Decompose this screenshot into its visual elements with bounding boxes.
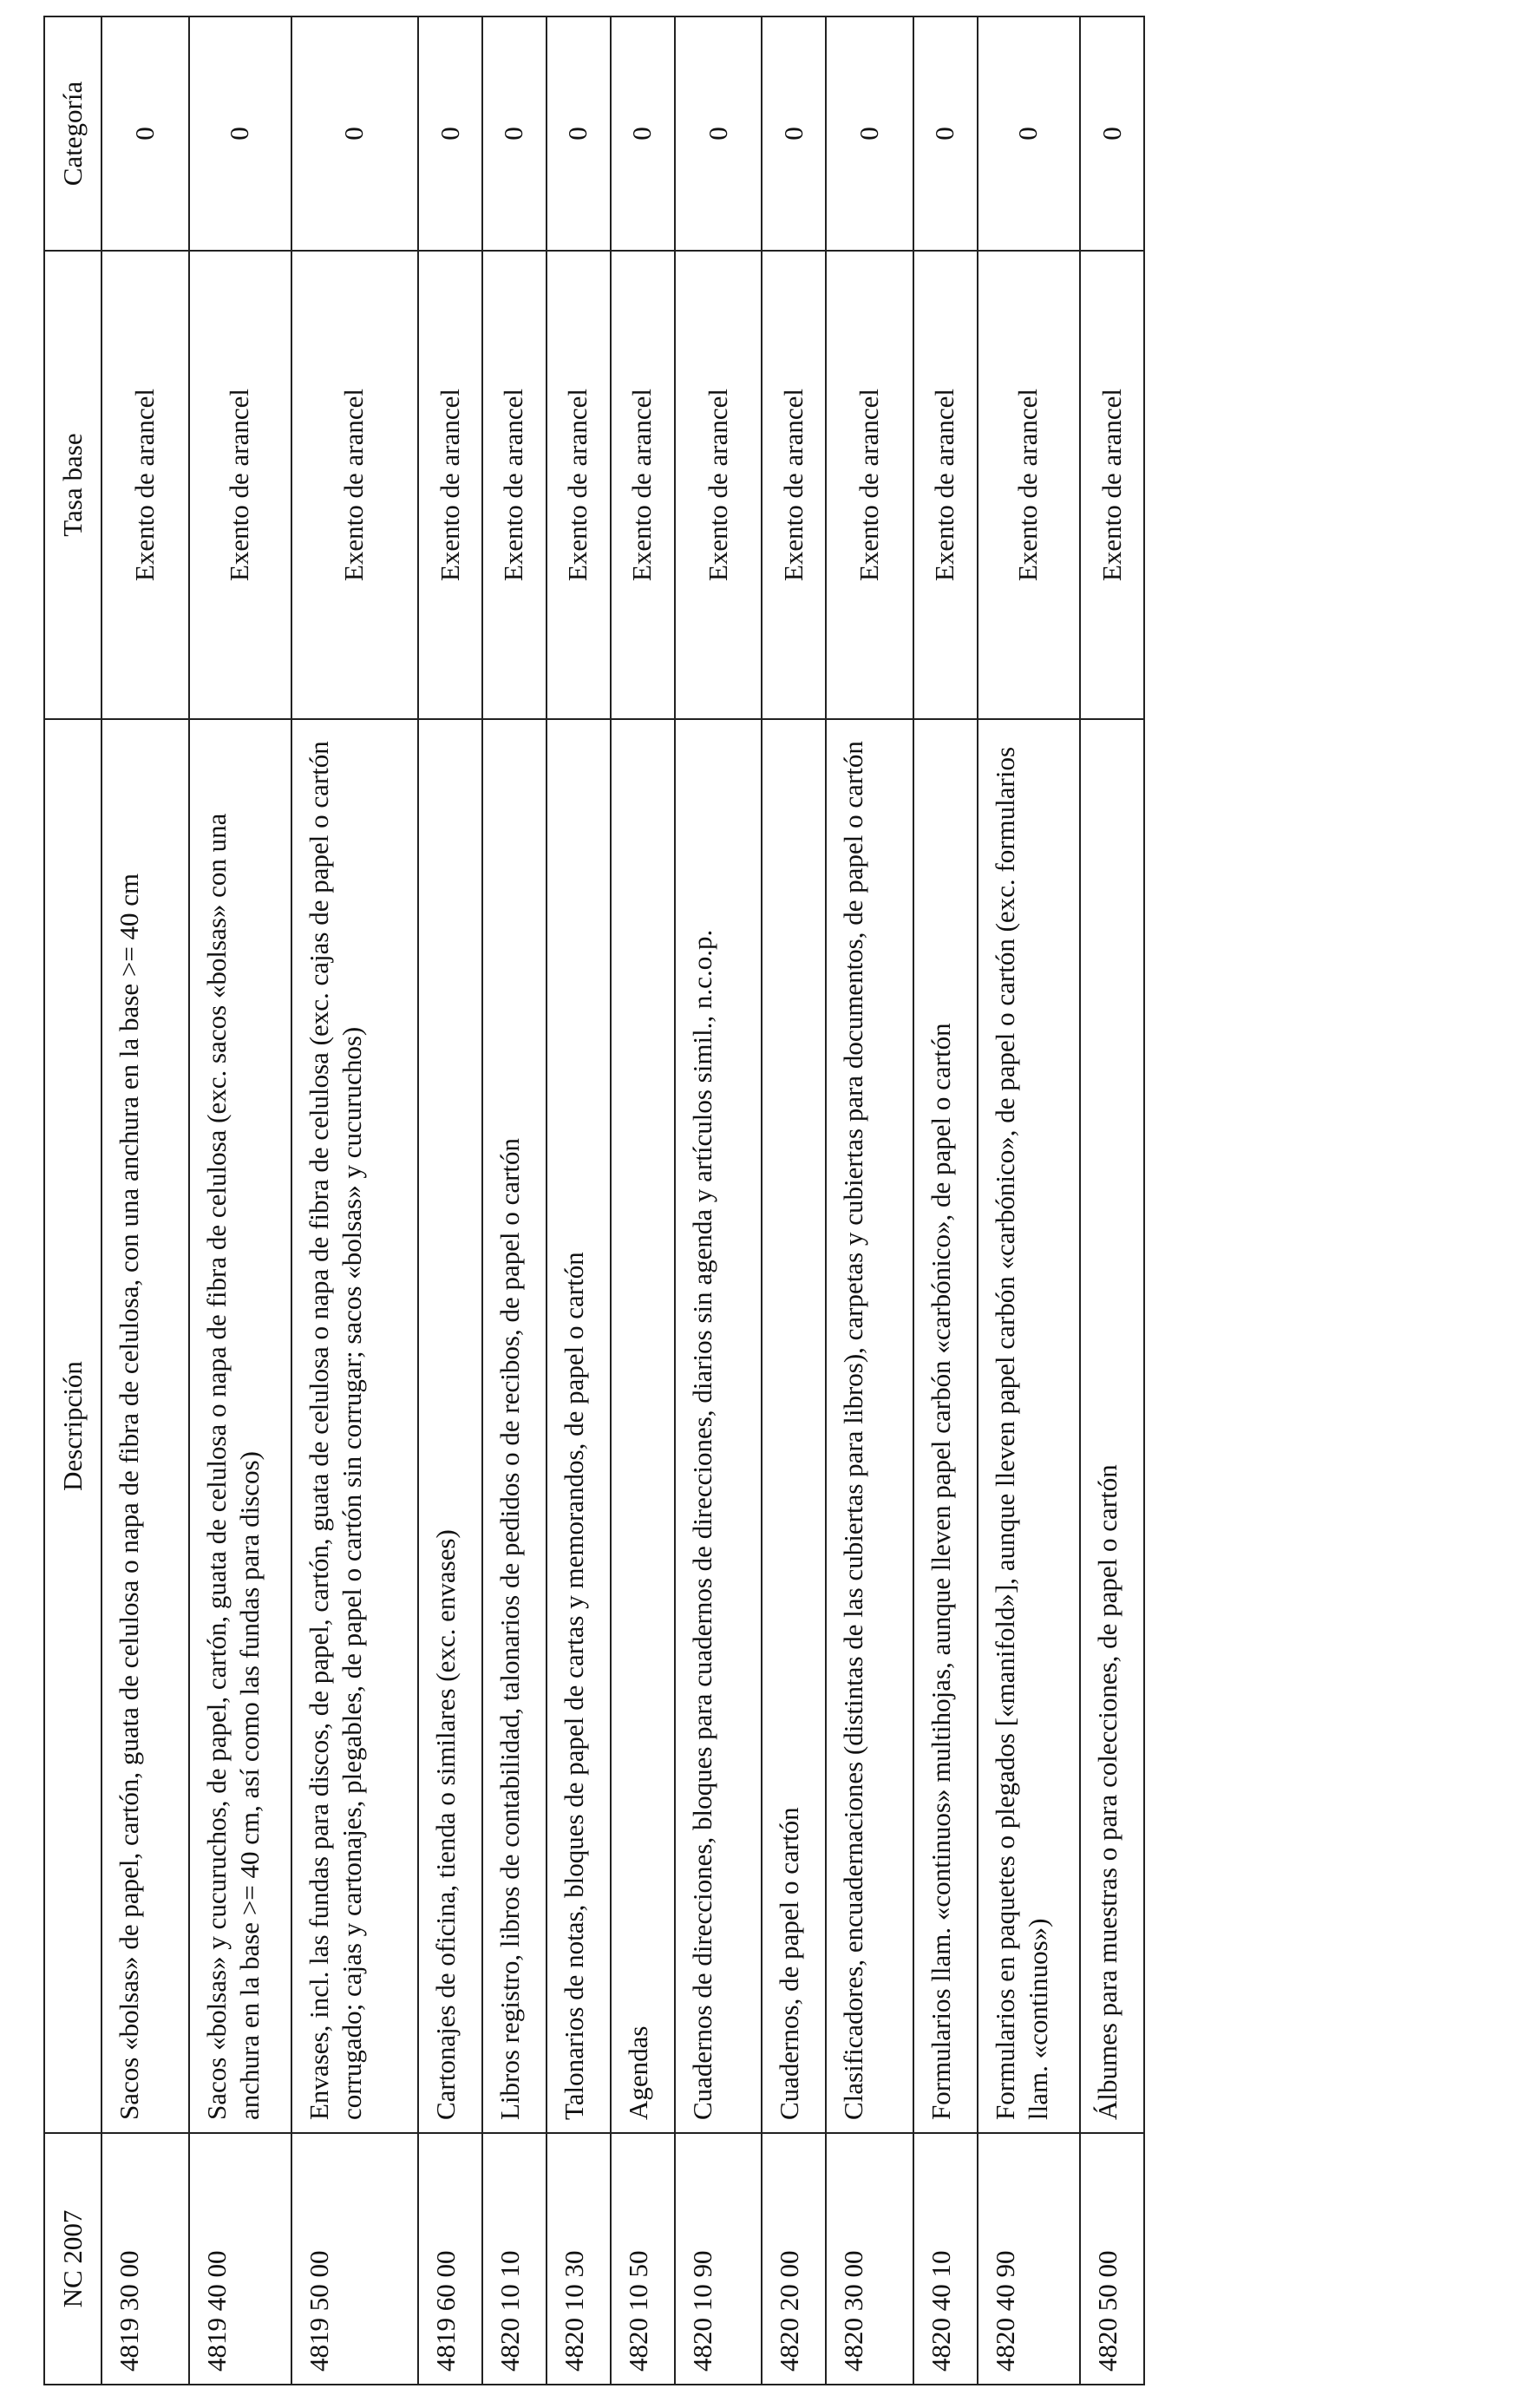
tariff-table (43, 16, 1145, 2385)
row-code: 4820 20 00 (762, 2133, 826, 2385)
row-code: 4819 50 00 (291, 2133, 418, 2385)
row-category: 0 (291, 16, 418, 251)
row-base-rate: Exento de arancel (482, 251, 546, 719)
row-description: Álbumes para muestras o para colecciones, de papel o cartón (1080, 719, 1144, 2133)
table-row (762, 16, 826, 2385)
row-code: 4820 50 00 (1080, 2133, 1144, 2385)
row-description: Cartonajes de oficina, tienda o similares (exc. envases) (418, 719, 482, 2133)
table-row (978, 16, 1080, 2385)
row-category: 0 (762, 16, 826, 251)
row-base-rate: Exento de arancel (913, 251, 978, 719)
row-description: Sacos «bolsas» de papel, cartón, guata de celulosa o napa de fibra de celulosa, con una anchura en la base >= 40 cm (101, 719, 189, 2133)
table-row (291, 16, 418, 2385)
row-code: 4820 30 00 (826, 2133, 913, 2385)
row-category: 0 (1080, 16, 1144, 251)
row-category: 0 (675, 16, 762, 251)
table-row (611, 16, 675, 2385)
row-description: Cuadernos de direcciones, bloques para cuadernos de direcciones, diarios sin agenda y artículos simil., n.c.o.p. (675, 719, 762, 2133)
table-row (546, 16, 611, 2385)
row-code: 4819 30 00 (101, 2133, 189, 2385)
header-code: NC 2007 (44, 2133, 101, 2385)
row-base-rate: Exento de arancel (101, 251, 189, 719)
row-description: Agendas (611, 719, 675, 2133)
row-category: 0 (611, 16, 675, 251)
row-code: 4820 10 30 (546, 2133, 611, 2385)
row-code: 4820 40 90 (978, 2133, 1080, 2385)
row-category: 0 (482, 16, 546, 251)
row-category: 0 (978, 16, 1080, 251)
row-category: 0 (546, 16, 611, 251)
table-header-row (44, 16, 101, 2385)
row-base-rate: Exento de arancel (189, 251, 291, 719)
header-description: Descripción (44, 719, 101, 2133)
row-code: 4820 10 90 (675, 2133, 762, 2385)
table-row (482, 16, 546, 2385)
row-code: 4819 40 00 (189, 2133, 291, 2385)
row-description: Formularios en paquetes o plegados [«manifold»], aunque lleven papel carbón «carbónico», de papel o cartón (exc. formularios llam. «continuos») (978, 719, 1080, 2133)
row-base-rate: Exento de arancel (1080, 251, 1144, 719)
row-description: Sacos «bolsas» y cucuruchos, de papel, cartón, guata de celulosa o napa de fibra de celulosa (exc. sacos «bolsas» con una anchura en la base >= 40 cm, así como las fundas para discos) (189, 719, 291, 2133)
row-description: Clasificadores, encuadernaciones (distintas de las cubiertas para libros), carpetas y cubiertas para documentos, de papel o cartón (826, 719, 913, 2133)
row-category: 0 (826, 16, 913, 251)
table-row (675, 16, 762, 2385)
row-category: 0 (913, 16, 978, 251)
row-base-rate: Exento de arancel (546, 251, 611, 719)
header-base-rate: Tasa base (44, 251, 101, 719)
row-description: Cuadernos, de papel o cartón (762, 719, 826, 2133)
row-category: 0 (101, 16, 189, 251)
row-base-rate: Exento de arancel (762, 251, 826, 719)
row-category: 0 (189, 16, 291, 251)
row-base-rate: Exento de arancel (826, 251, 913, 719)
table-row (189, 16, 291, 2385)
row-base-rate: Exento de arancel (611, 251, 675, 719)
table-row (826, 16, 913, 2385)
table-row (418, 16, 482, 2385)
header-category: Categoría (44, 16, 101, 251)
table-row (101, 16, 189, 2385)
row-base-rate: Exento de arancel (978, 251, 1080, 719)
table-row (913, 16, 978, 2385)
row-category: 0 (418, 16, 482, 251)
row-base-rate: Exento de arancel (675, 251, 762, 719)
row-code: 4819 60 00 (418, 2133, 482, 2385)
row-description: Envases, incl. las fundas para discos, de papel, cartón, guata de celulosa o napa de fibra de celulosa (exc. cajas de papel o cartón corrugado; cajas y cartonajes, plegables, de papel o cartón sin corrugar; sacos «bolsas» y cucuruchos) (291, 719, 418, 2133)
row-description: Talonarios de notas, bloques de papel de cartas y memorandos, de papel o cartón (546, 719, 611, 2133)
table-row (1080, 16, 1144, 2385)
row-description: Libros registro, libros de contabilidad, talonarios de pedidos o de recibos, de papel o cartón (482, 719, 546, 2133)
row-base-rate: Exento de arancel (291, 251, 418, 719)
row-base-rate: Exento de arancel (418, 251, 482, 719)
row-code: 4820 10 50 (611, 2133, 675, 2385)
row-code: 4820 10 10 (482, 2133, 546, 2385)
rotated-page (43, 17, 1145, 2385)
row-description: Formularios llam. «continuos» multihojas, aunque lleven papel carbón «carbónico», de papel o cartón (913, 719, 978, 2133)
row-code: 4820 40 10 (913, 2133, 978, 2385)
